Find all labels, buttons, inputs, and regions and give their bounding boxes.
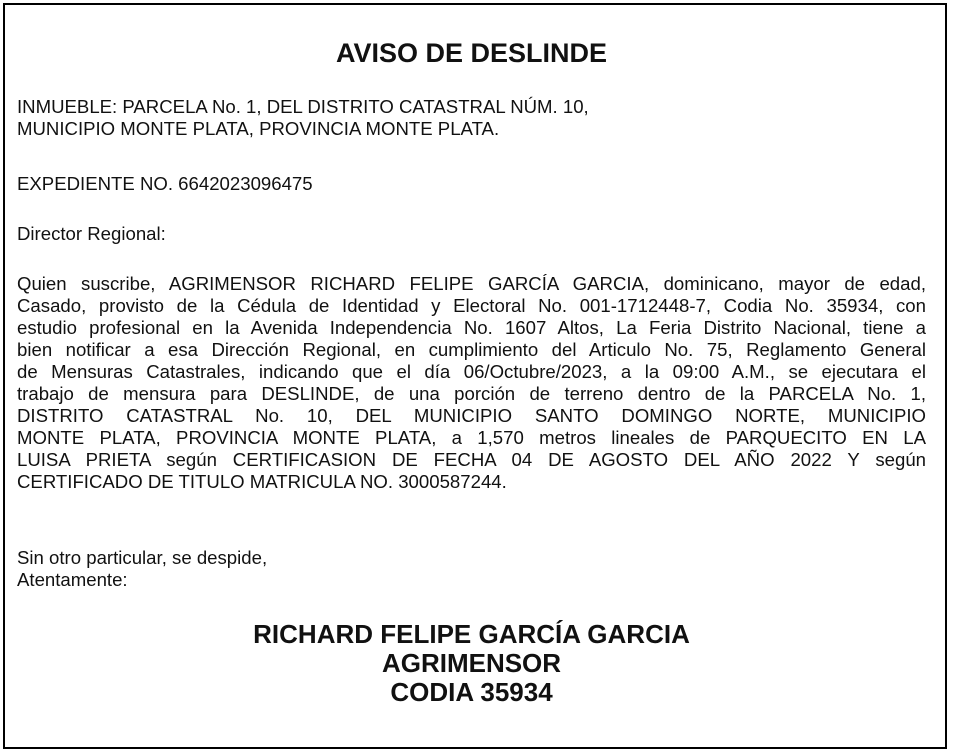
signature-role: AGRIMENSOR [381,648,562,678]
body-line: Quien suscribe, AGRIMENSOR RICHARD FELIPE GARCÍA GARCIA, dominicano, mayor de edad, [17,273,926,294]
inmueble-line-2: MUNICIPIO MONTE PLATA, PROVINCIA MONTE PLATA. [17,118,500,139]
body-line: CERTIFICADO DE TITULO MATRICULA NO. 3000587244. [17,471,507,492]
body-line: estudio profesional en la Avenida Independencia No. 1607 Altos, La Feria Distrito Nacional, tiene a [17,317,926,338]
expediente-number: EXPEDIENTE NO. 6642023096475 [17,173,313,194]
notice-title: AVISO DE DESLINDE [335,38,608,68]
body-line: trabajo de mensura para DESLINDE, de una porción de terreno dentro de la PARCELA No. 1, [17,383,926,404]
closing-paragraph [17,547,926,591]
body-line: LUISA PRIETA según CERTIFICASION DE FECHA 04 DE AGOSTO DEL AÑO 2022 Y según [17,449,926,470]
closing-line-2: Atentamente: [17,569,128,590]
body-line: bien notificar a esa Dirección Regional, en cumplimiento del Articulo No. 75, Reglamento General [17,339,926,360]
body-paragraph [17,273,926,493]
inmueble-line-1: INMUEBLE: PARCELA No. 1, DEL DISTRITO CATASTRAL NÚM. 10, [17,96,589,117]
signature-name: RICHARD FELIPE GARCÍA GARCIA [253,619,690,649]
body-line: MONTE PLATA, PROVINCIA MONTE PLATA, a 1,570 metros lineales de PARQUECITO EN LA [17,427,926,448]
salutation: Director Regional: [17,223,166,244]
salutation-paragraph [17,223,926,245]
body-line: DISTRITO CATASTRAL No. 10, DEL MUNICIPIO SANTO DOMINGO NORTE, MUNICIPIO [17,405,926,426]
body-line: Casado, provisto de la Cédula de Identidad y Electoral No. 001-1712448-7, Codia No. 35934, con [17,295,926,316]
signature-block [17,620,926,707]
expediente-paragraph [17,173,926,195]
inmueble-paragraph [17,96,926,140]
body-line: de Mensuras Catastrales, indicando que el día 06/Octubre/2023, a la 09:00 A.M., se ejecutara el [17,361,926,382]
signature-codia: CODIA 35934 [390,677,553,707]
closing-line-1: Sin otro particular, se despide, [17,547,268,568]
